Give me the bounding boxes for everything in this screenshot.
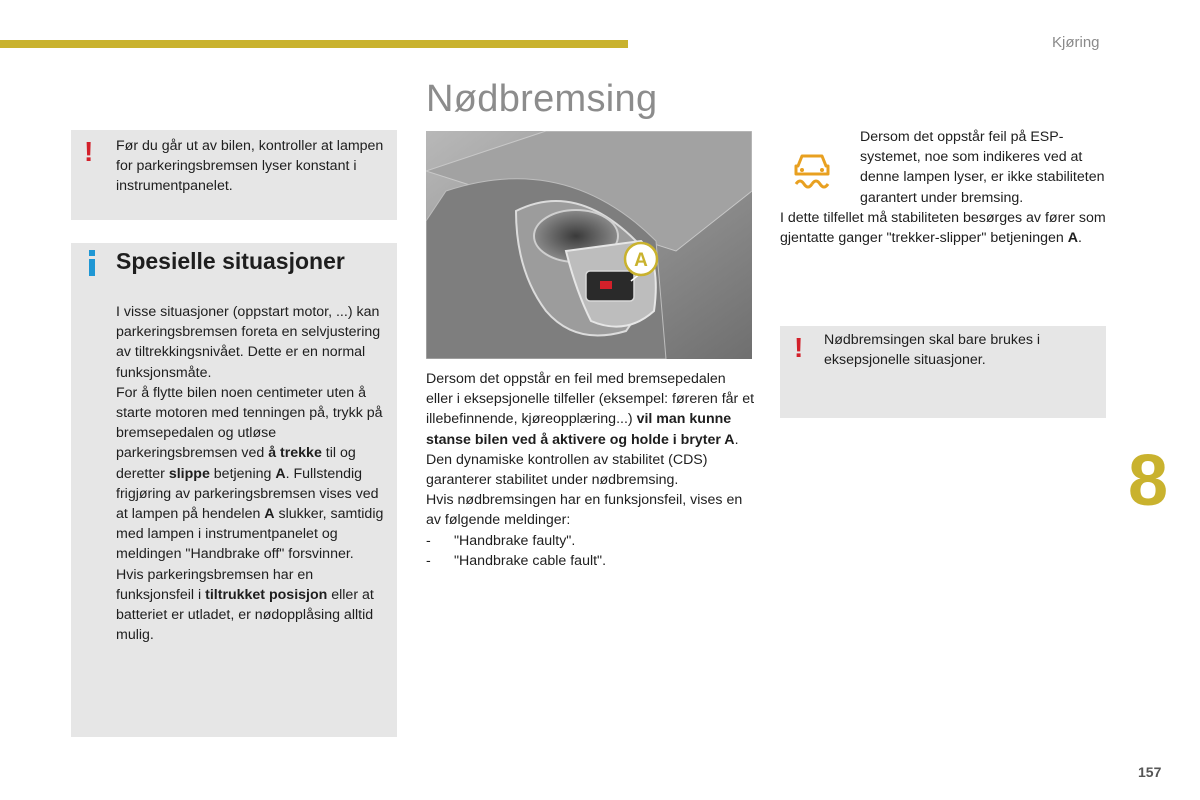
info-paragraph: I visse situasjoner (oppstart motor, ...) kan parkeringsbremsen foreta en selvjustering av tiltrekkingsnivået. Dette er en normal funksjonsmåte. [116, 304, 381, 381]
callout-label-a: A [634, 250, 648, 271]
warning-text: Før du går ut av bilen, kontroller at lampen for parkeringsbremsen lyser konstant i instrumentpanelet. [116, 138, 384, 195]
warning-text: Nødbremsingen skal bare brukes i eksepsjonelle situasjoner. [824, 332, 1041, 369]
middle-paragraph: Dersom det oppstår en feil med bremsepedalen eller i eksepsjonelle tilfeller (eksempel: føreren får et illebefinnende, kjøreopplæring...) vil man kunne stanse bilen ved å aktivere og holde i bryter A. [426, 371, 755, 448]
right-paragraph: Dersom det oppstår feil på ESP-systemet, noe som indikeres ved at denne lampen lyser, er ikke stabiliteten garantert under bremsing. [860, 129, 1105, 206]
info-heading: Spesielle situasjoner [116, 248, 345, 274]
right-paragraph: I dette tilfellet må stabiliteten besørges av fører som gjentatte ganger "trekker-slipper" betjeningen A. [780, 209, 1106, 247]
middle-paragraph: Den dynamiske kontrollen av stabilitet (CDS) garanterer stabilitet under nødbremsing. [426, 451, 708, 489]
middle-body [426, 369, 756, 571]
info-icon [86, 250, 98, 276]
list-item: - "Handbrake cable fault". [426, 552, 607, 569]
section-label: Kjøring [1052, 34, 1100, 51]
info-paragraph: For å flytte bilen noen centimeter uten å starte motoren med tenningen på, trykk på bremsepedalen og utløse parkeringsbremsen ved å trekke til og deretter slippe betjening A. Fullstendig frigjøring av parkeringsbremsen vises ved at lampen på hendelen A slukker, samtidig med lampen i instrumentpanelet og meldingen "Handbrake off" forsvinner. [116, 384, 384, 563]
chapter-number: 8 [1128, 441, 1169, 521]
middle-paragraph: Hvis nødbremsingen har en funksjonsfeil, vises en av følgende meldinger: [426, 492, 743, 529]
page-title: Nødbremsing [426, 78, 658, 120]
warning-icon: ! [794, 332, 804, 363]
info-body [116, 302, 392, 645]
header-accent-bar [0, 40, 628, 48]
right-body [780, 127, 1110, 248]
parking-brake-illustration [426, 131, 752, 359]
info-paragraph: Hvis parkeringsbremsen har en funksjonsfeil i tiltrukket posisjon eller at batteriet er utladet, er nødopplåsing alltid mulig. [116, 566, 374, 644]
page-number: 157 [1138, 764, 1162, 780]
warning-icon: ! [84, 136, 94, 167]
list-item: - "Handbrake faulty". [426, 532, 576, 549]
